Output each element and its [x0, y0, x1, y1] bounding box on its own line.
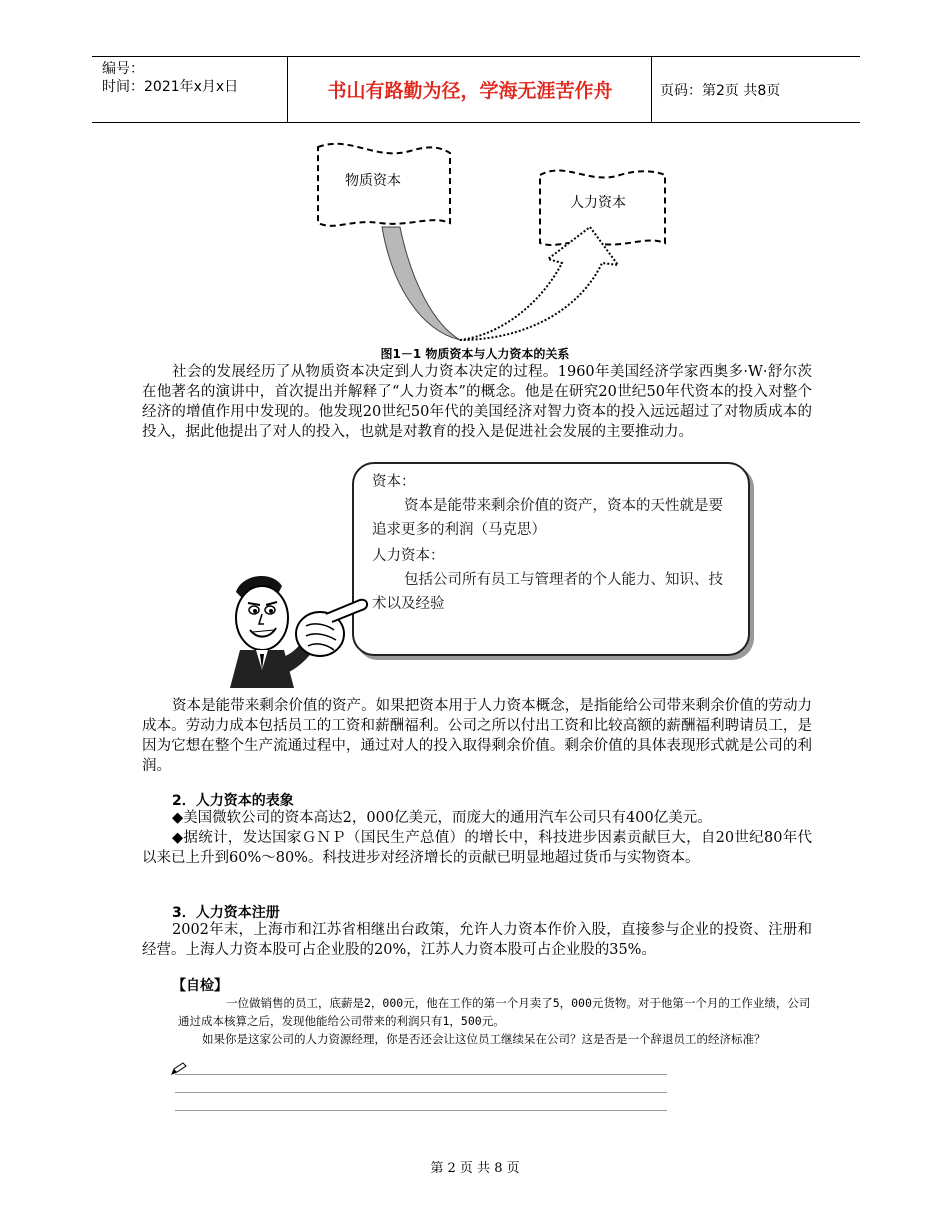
section2-bullet-gnp: ◆据统计，发达国家ＧＮＰ（国民生产总值）的增长中，科技进步因素贡献巨大，自20世纪80年代以来已上升到60%～80%。科技进步对经济增长的贡献已明显地超过货币与实物资本。 [142, 830, 812, 866]
header-divider-left [287, 56, 288, 122]
capital-definition: 资本是能带来剩余价值的资产，资本的天性就是要追求更多的利润（马克思） [372, 498, 723, 538]
paragraph-history: 社会的发展经历了从物质资本决定到人力资本决定的过程。1960年美国经济学家西奥多·W·舒尔茨在他著名的演讲中，首次提出并解释了“人力资本”的概念。他是在研究20世纪50年代资本的投入对整个经济的增值作用中发现的。他发现20世纪50年代的美国经济对智力资本的投入远远超过了对物质成本的投入，据此他提出了对人的投入，也就是对教育的投入是促进社会发展的主要推动力。 [142, 364, 812, 440]
self-check-title: 【自检】 [172, 978, 228, 994]
section3-title: 3．人力资本注册 [172, 905, 280, 921]
capital-relation-diagram [300, 135, 680, 345]
human-capital-definition: 包括公司所有员工与管理者的个人能力、知识、技术以及经验 [372, 572, 723, 612]
header-top-rule [92, 56, 860, 57]
self-check-scenario: 一位做销售的员工，底薪是2，000元，他在工作的第一个月卖了5，000元货物。对于他第一个月的工作业绩，公司通过成本核算之后，发现他能给公司带来的利润只有1，500元。 [178, 996, 811, 1028]
capital-title: 资本： [372, 474, 416, 490]
dotted-arrow [460, 227, 618, 340]
section3-body: 2002年末，上海市和江苏省相继出台政策，允许人力资本作价入股，直接参与企业的投资、注册和经营。上海人力资本股可占企业股的20%，江苏人力资本股可占企业股的35%。 [142, 922, 812, 958]
header-motto: 书山有路勤为径，学海无涯苦作舟 [327, 80, 613, 102]
header-meta [102, 60, 238, 96]
human-capital-label: 人力资本 [570, 195, 626, 211]
section2-title: 2．人力资本的表象 [172, 793, 294, 809]
section2-bullet-microsoft: ◆美国微软公司的资本高达2，000亿美元，而庞大的通用汽车公司只有400亿美元。 [172, 810, 712, 826]
human-capital-title: 人力资本： [372, 548, 445, 564]
header-divider-right [651, 56, 652, 122]
grey-curve-band [382, 227, 460, 340]
footer-page-number: 第 2 页 共 8 页 [430, 1161, 520, 1176]
answer-line-3[interactable] [175, 1110, 667, 1111]
answer-line-2[interactable] [175, 1092, 667, 1093]
answer-line-1[interactable] [175, 1074, 667, 1075]
paragraph-capital-definition: 资本是能带来剩余价值的资产。如果把资本用于人力资本概念，是指能给公司带来剩余价值的劳动力成本。劳动力成本包括员工的工资和薪酬福利。公司之所以付出工资和比较高额的薪酬福利聘请员工，是因为它想在整个生产流通过程中，通过对人的投入取得剩余价值。剩余价值的具体表现形式就是公司的利润。 [142, 698, 812, 774]
figure-caption: 图1－1 物质资本与人力资本的关系 [380, 347, 570, 361]
header-bottom-rule [92, 122, 860, 123]
number-label: 编号： [102, 61, 144, 77]
physical-capital-label: 物质资本 [345, 173, 401, 189]
header-page-number: 页码：第2页 共8页 [660, 83, 781, 99]
pointing-man-illustration [222, 570, 372, 688]
time-label: 时间：2021年x月x日 [102, 79, 239, 95]
self-check-question: 如果你是这家公司的人力资源经理，你是否还会让这位员工继续呆在公司？这是否是一个辞退员工的经济标准？ [202, 1032, 766, 1046]
